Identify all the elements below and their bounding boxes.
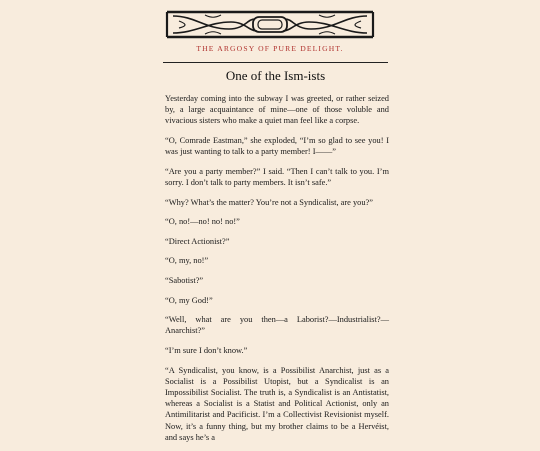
paragraph: “A Syndicalist, you know, is a Possibilist Anarchist, just as a Socialist is a Possibilist Utopist, but a Syndicalist is an Impossibilist Socialist. The truth is, a Syndicalist is an Antistatist, whereas a Socialist is a Statist and Political Actionist, only an Antimilitarist and Pacificist. I’m a Collectivist Revisionist myself. Now, it’s a funny thing, but my brother claims to be a Hervéist, and says he’s a (165, 365, 389, 442)
paragraph: “O, my God!” (165, 295, 213, 305)
paragraph: “O, no!—no! no! no!” (165, 217, 240, 227)
paragraph: “Sabotist?” (165, 275, 204, 285)
paragraph: “Are you a party member?” I said. “Then I can’t talk to you. I’m sorry. I don’t talk to party members. It isn’t safe.” (165, 166, 389, 187)
paragraph: “Why? What’s the matter? You’re not a Syndicalist, are you?” (165, 197, 373, 207)
paragraph: “O, Comrade Eastman,” she exploded, “I’m so glad to see you! I was just wanting to talk to a party member! I——” (165, 136, 389, 157)
paragraph: “Direct Actionist?” (165, 236, 230, 246)
magazine-masthead: THE ARGOSY OF PURE DELIGHT. (196, 44, 344, 53)
article-body (165, 93, 389, 451)
title-divider (163, 62, 388, 63)
paragraph: “Well, what are you then—a Laborist?—Industrialist?—Anarchist?” (165, 315, 389, 336)
paragraph: Yesterday coming into the subway I was greeted, or rather seized by, a large acquaintance of mine—one of those voluble and vivacious sisters who make a quiet man feel like a corpse. (165, 94, 389, 126)
paragraph: “I’m sure I don’t know.” (165, 345, 248, 355)
article-title: One of the Ism-ists (225, 68, 326, 83)
decorative-header-ornament-icon (165, 9, 375, 40)
paragraph: “O, my, no!” (165, 256, 209, 266)
